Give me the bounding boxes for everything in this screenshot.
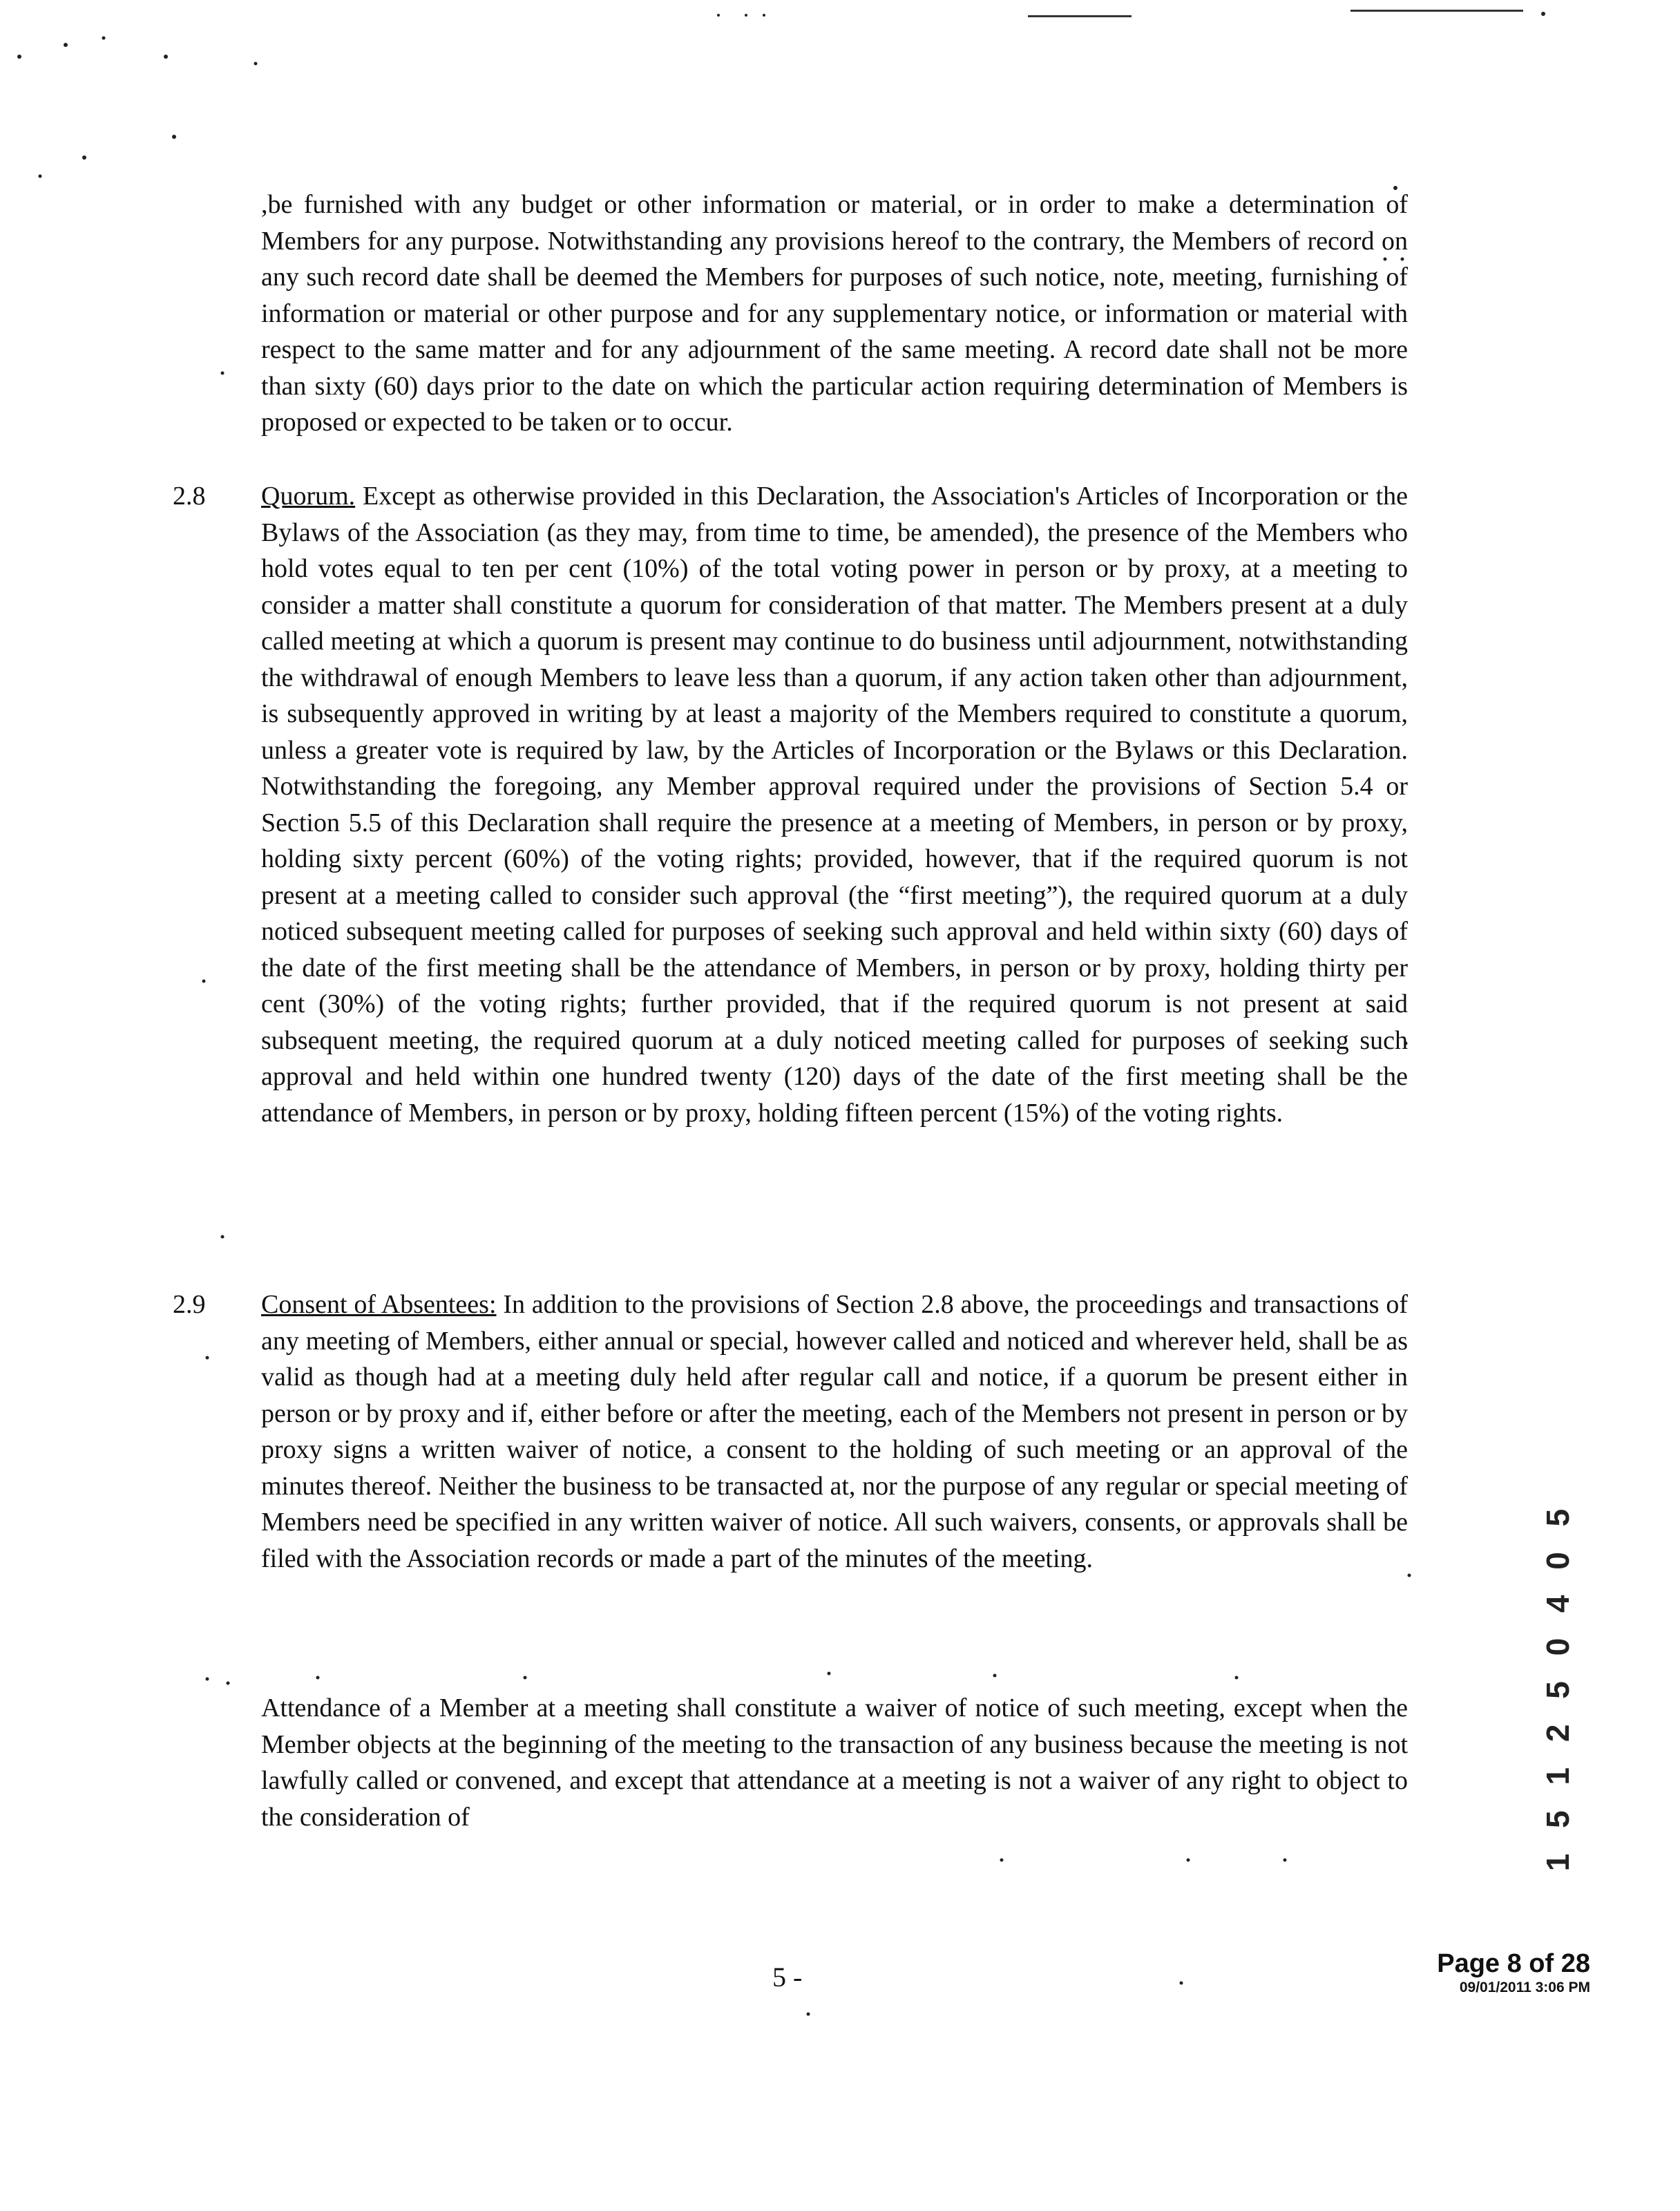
page-folio: 5 - bbox=[772, 1962, 803, 1993]
recording-stamp-text: 1 5 1 2 5 0 4 0 5 bbox=[1540, 1500, 1576, 1872]
section-text-consent: In addition to the provisions of Section 2.8 above, the proceedings and transactions of any meeting of Members, either annual or special, however called and noticed and wherever held, shall be as valid as though had at a meeting duly held after regular call and notice, if a quorum be present either in person or by proxy and if, either before or after the meeting, each of the Members not present in person or by proxy signs a written waiver of notice, a consent to the holding of such meeting or an approval of the minutes thereof. Neither the business to be transacted at, nor the purpose of any regular or special meeting of Members need be specified in any written waiver of notice. All such waivers, consents, or approvals shall be filed with the Association records or made a part of the minutes of the meeting. bbox=[261, 1290, 1408, 1573]
paragraph-record-date: ,be furnished with any budget or other information or material, or in order to make a determination of Members for any purpose. Notwithstanding any provisions hereof to the contrary, the Members of record on any such record date shall be deemed the Members for purposes of such notice, note, meeting, furnishing of information or material or other purpose and for any supplementary notice, or information or material with respect to the same matter and for any adjournment of the same meeting. A record date shall not be more than sixty (60) days prior to the date on which the particular action requiring determination of Members is proposed or expected to be taken or to occur. bbox=[261, 190, 1408, 437]
section-text-quorum: Except as otherwise provided in this Declaration, the Association's Articles of Incorporation or the Bylaws of the Association (as they may, from time to time, be amended), the presence of the Members who hold votes equal to ten per cent (10%) of the total voting power in person or by proxy, at a meeting to consider a matter shall constitute a quorum for consideration of that matter. The Members present at a duly called meeting at which a quorum is present may continue to do business until adjournment, notwithstanding the withdrawal of enough Members to leave less than a quorum, if any action taken other than adjournment, is subsequently approved in writing by at least a majority of the Members required to constitute a quorum, unless a greater vote is required by law, by the Articles of Incorporation or the Bylaws or this Declaration. Notwithstanding the foregoing, any Member approval required under the provisions of Section 5.4 or Section 5.5 of this Declaration shall require the presence at a meeting of Members, in person or by proxy, holding sixty percent (60%) of the voting rights; provided, however, that if the required quorum is not present at a meeting called to consider such approval (the “first meeting”), the required quorum at a duly noticed subsequent meeting called for purposes of seeking such approval and held within sixty (60) days of the date of the first meeting shall be the attendance of Members, in person or by proxy, holding thirty per cent (30%) of the voting rights; further provided, that if the required quorum is not present at said subsequent meeting, the required quorum at a duly noticed meeting called for purposes of seeking such approval and held within one hundred twenty (120) days of the date of the first meeting shall be the attendance of Members, in person or by proxy, holding fifteen percent (15%) of the voting rights. bbox=[261, 482, 1408, 1128]
section-2-8-quorum bbox=[261, 478, 1408, 1131]
section-heading-consent: Consent of Absentees: bbox=[261, 1290, 497, 1319]
section-2-9-consent bbox=[261, 1287, 1408, 1577]
page-count-label: Page 8 of 28 bbox=[1437, 1949, 1590, 1978]
section-number-2-8: 2.8 bbox=[173, 482, 206, 511]
paragraph-attendance: Attendance of a Member at a meeting shall constitute a waiver of notice of such meeting, except when the Member objects at the beginning of the meeting to the transaction of any business because the meeting is not lawfully called or convened, and except that attendance at a meeting is not a waiver of any right to object to the consideration of bbox=[261, 1693, 1408, 1832]
recording-stamp bbox=[1537, 1500, 1578, 1872]
section-number-2-9: 2.9 bbox=[173, 1290, 206, 1319]
print-timestamp: 09/01/2011 3:06 PM bbox=[1459, 1980, 1590, 1995]
section-heading-quorum: Quorum. bbox=[261, 482, 356, 511]
